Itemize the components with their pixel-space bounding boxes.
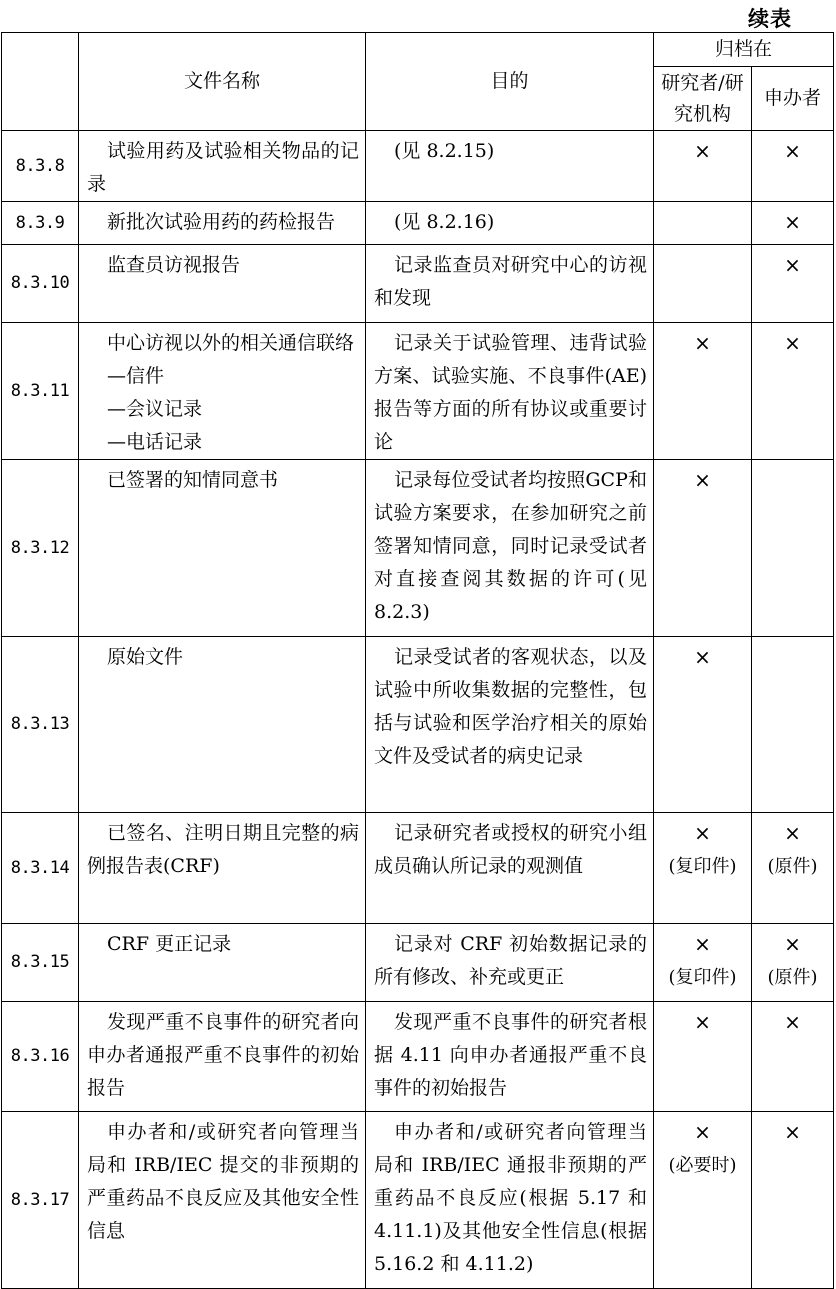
purpose-header: 目的 — [366, 33, 654, 131]
investigator-archive-cell — [654, 131, 752, 202]
investigator-archive-mark: × — [694, 468, 711, 492]
sponsor-archive-cell — [752, 131, 834, 202]
document-name — [79, 1002, 366, 1112]
investigator-archive-mark: × — [694, 932, 711, 956]
document-name-line: —会议记录 — [107, 398, 203, 420]
document-name-line: 申办者和/或研究者向管理当局和 IRB/IEC 提交的非预期的严重药品不良反应及其他安全性信息 — [87, 1121, 359, 1242]
document-purpose: 申办者和/或研究者向管理当局和 IRB/IEC 通报非预期的严重药品不良反应(根据 5.17 和 4.11.1)及其他安全性信息(根据 5.16.2 和 4.11.2) — [366, 1112, 654, 1289]
table-row — [2, 1112, 834, 1289]
investigator-archive-mark: × — [694, 821, 711, 845]
table-row — [2, 813, 834, 924]
sponsor-archive-mark: × — [784, 253, 801, 277]
table-row — [2, 131, 834, 202]
number-header — [2, 33, 79, 131]
investigator-header: 研究者/研究机构 — [654, 67, 752, 131]
table-row — [2, 460, 834, 637]
document-name — [79, 323, 366, 460]
document-name — [79, 637, 366, 813]
investigator-archive-mark: × — [694, 331, 711, 355]
row-number: 8.3.8 — [2, 131, 79, 202]
investigator-archive-mark: × — [694, 645, 711, 669]
investigator-archive-cell — [654, 1112, 752, 1289]
document-purpose: 记录关于试验管理、违背试验方案、试验实施、不良事件(AE)报告等方面的所有协议或重要讨论 — [366, 323, 654, 460]
document-purpose: 记录研究者或授权的研究小组成员确认所记录的观测值 — [366, 813, 654, 924]
document-purpose: 记录对 CRF 初始数据记录的所有修改、补充或更正 — [366, 924, 654, 1002]
sponsor-archive-cell — [752, 1002, 834, 1112]
investigator-archive-cell — [654, 245, 752, 323]
row-number: 8.3.14 — [2, 813, 79, 924]
investigator-archive-cell — [654, 637, 752, 813]
row-number: 8.3.15 — [2, 924, 79, 1002]
sponsor-header: 申办者 — [752, 67, 834, 131]
table-row — [2, 924, 834, 1002]
table-caption: 续表 — [748, 7, 792, 31]
sponsor-archive-note: (原件) — [767, 967, 818, 988]
document-name — [79, 813, 366, 924]
doc-name-header: 文件名称 — [79, 33, 366, 131]
investigator-archive-note: (复印件) — [668, 967, 737, 988]
sponsor-archive-note: (原件) — [767, 856, 818, 877]
document-name-line: —电话记录 — [107, 431, 203, 453]
row-number: 8.3.16 — [2, 1002, 79, 1112]
document-purpose: (见 8.2.16) — [366, 202, 654, 245]
investigator-archive-note: (必要时) — [668, 1155, 737, 1176]
investigator-archive-cell — [654, 202, 752, 245]
document-name-line: 中心访视以外的相关通信联络 — [107, 332, 355, 354]
investigator-archive-mark: × — [694, 1010, 711, 1034]
document-purpose: (见 8.2.15) — [366, 131, 654, 202]
row-number: 8.3.13 — [2, 637, 79, 813]
investigator-archive-cell — [654, 1002, 752, 1112]
document-purpose: 发现严重不良事件的研究者根据 4.11 向申办者通报严重不良事件的初始报告 — [366, 1002, 654, 1112]
row-number: 8.3.9 — [2, 202, 79, 245]
sponsor-archive-cell — [752, 924, 834, 1002]
document-name-line: —信件 — [107, 365, 165, 387]
sponsor-archive-mark: × — [784, 331, 801, 355]
document-name — [79, 1112, 366, 1289]
investigator-archive-cell — [654, 323, 752, 460]
sponsor-archive-mark: × — [784, 932, 801, 956]
document-purpose: 记录每位受试者均按照GCP和试验方案要求，在参加研究之前签署知情同意，同时记录受试者对直接查阅其数据的许可(见 8.2.3) — [366, 460, 654, 637]
sponsor-archive-mark: × — [784, 210, 801, 234]
document-name-line: 监查员访视报告 — [107, 254, 241, 276]
sponsor-archive-cell — [752, 245, 834, 323]
document-name — [79, 460, 366, 637]
document-purpose: 记录监查员对研究中心的访视和发现 — [366, 245, 654, 323]
sponsor-archive-mark: × — [784, 821, 801, 845]
investigator-archive-cell — [654, 460, 752, 637]
table-row — [2, 637, 834, 813]
document-table — [1, 32, 834, 1289]
document-name-line: CRF 更正记录 — [107, 933, 232, 955]
sponsor-archive-cell — [752, 323, 834, 460]
investigator-archive-mark: × — [694, 139, 711, 163]
table-row — [2, 245, 834, 323]
investigator-archive-cell — [654, 924, 752, 1002]
document-name-line: 原始文件 — [107, 646, 184, 668]
sponsor-archive-cell — [752, 202, 834, 245]
table-row — [2, 323, 834, 460]
document-name-line: 试验用药及试验相关物品的记录 — [87, 140, 359, 195]
document-name-line: 发现严重不良事件的研究者向申办者通报严重不良事件的初始报告 — [87, 1011, 359, 1099]
document-name — [79, 131, 366, 202]
sponsor-archive-mark: × — [784, 1120, 801, 1144]
row-number: 8.3.11 — [2, 323, 79, 460]
sponsor-archive-cell — [752, 813, 834, 924]
row-number: 8.3.17 — [2, 1112, 79, 1289]
sponsor-archive-mark: × — [784, 1010, 801, 1034]
investigator-archive-mark: × — [694, 1120, 711, 1144]
document-name — [79, 245, 366, 323]
document-name-line: 已签署的知情同意书 — [107, 469, 279, 491]
table-row — [2, 202, 834, 245]
row-number: 8.3.10 — [2, 245, 79, 323]
investigator-archive-note: (复印件) — [668, 856, 737, 877]
document-purpose: 记录受试者的客观状态，以及试验中所收集数据的完整性，包括与试验和医学治疗相关的原始文件及受试者的病史记录 — [366, 637, 654, 813]
sponsor-archive-cell — [752, 637, 834, 813]
table-row — [2, 1002, 834, 1112]
investigator-archive-cell — [654, 813, 752, 924]
document-name-line: 已签名、注明日期且完整的病例报告表(CRF) — [87, 822, 359, 877]
document-name — [79, 202, 366, 245]
sponsor-archive-mark: × — [784, 139, 801, 163]
sponsor-archive-cell — [752, 1112, 834, 1289]
document-name-line: 新批次试验用药的药检报告 — [107, 211, 336, 233]
document-name — [79, 924, 366, 1002]
row-number: 8.3.12 — [2, 460, 79, 637]
archive-header: 归档在 — [654, 33, 834, 67]
sponsor-archive-cell — [752, 460, 834, 637]
